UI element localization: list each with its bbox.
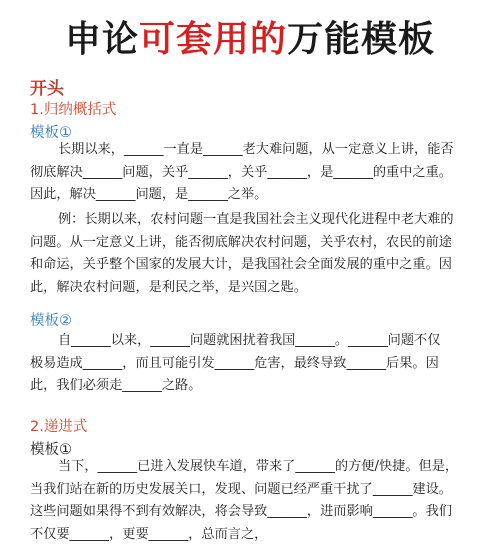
text-line: 因此，解决______问题，是______之举。	[30, 187, 268, 203]
template-2-text	[30, 330, 474, 398]
text-line: 问题。从一定意义上讲，能否彻底解决农村问题，关乎农村，农民的前途	[30, 234, 452, 250]
section-opening-heading: 开头	[30, 79, 64, 99]
text-line: 自______以来，______问题就困扰着我国______。______问题不仅	[58, 333, 441, 348]
title-part2-highlight: 可套用的	[138, 19, 287, 60]
text-line: 长期以来，______一直是______老大难问题，从一定意义上讲，能否	[58, 142, 454, 157]
template-2-label: 模板②	[30, 313, 72, 329]
subsection-summary-heading: 1.归纳概括式	[30, 102, 117, 118]
text-line: 此，解决农村问题，是利民之举，是兴国之匙。	[30, 279, 307, 295]
text-line: 极易造成______，而且可能引发______危害，最终导致______后果。因	[30, 355, 439, 371]
template-3-label: 模板①	[30, 442, 72, 458]
page-title	[0, 18, 500, 62]
text-line: 例：长期以来，农村问题一直是我国社会主义现代化进程中老大难的	[58, 212, 454, 227]
text-line: 不仅要______，更要______，总而言之，	[30, 526, 268, 542]
text-line: 和命运，关乎整个国家的发展大计，是我国社会全面发展的重中之重。因	[30, 257, 452, 273]
template-3-text	[30, 456, 474, 546]
text-line: 此，我们必须走______之路。	[30, 378, 202, 394]
text-line: 当我们站在新的历史发展关口，发现、问题已经严重干扰了______建设。	[30, 481, 452, 497]
example-text	[30, 209, 474, 299]
template-1-label: 模板①	[30, 125, 72, 141]
title-part1: 申论	[64, 19, 139, 60]
text-line: 彻底解决______问题，关乎______，关乎______，是______的重中之重。	[30, 164, 452, 180]
text-line: 当下，______已进入发展快车道，带来了______的方便/快捷。但是，	[58, 459, 459, 474]
subsection-progressive-heading: 2.递进式	[30, 419, 88, 435]
template-1-text	[30, 139, 474, 207]
title-part3: 万能模板	[287, 19, 436, 60]
text-line: 这些问题如果得不到有效解决，将会导致______，进而影响______。我们	[30, 504, 452, 520]
